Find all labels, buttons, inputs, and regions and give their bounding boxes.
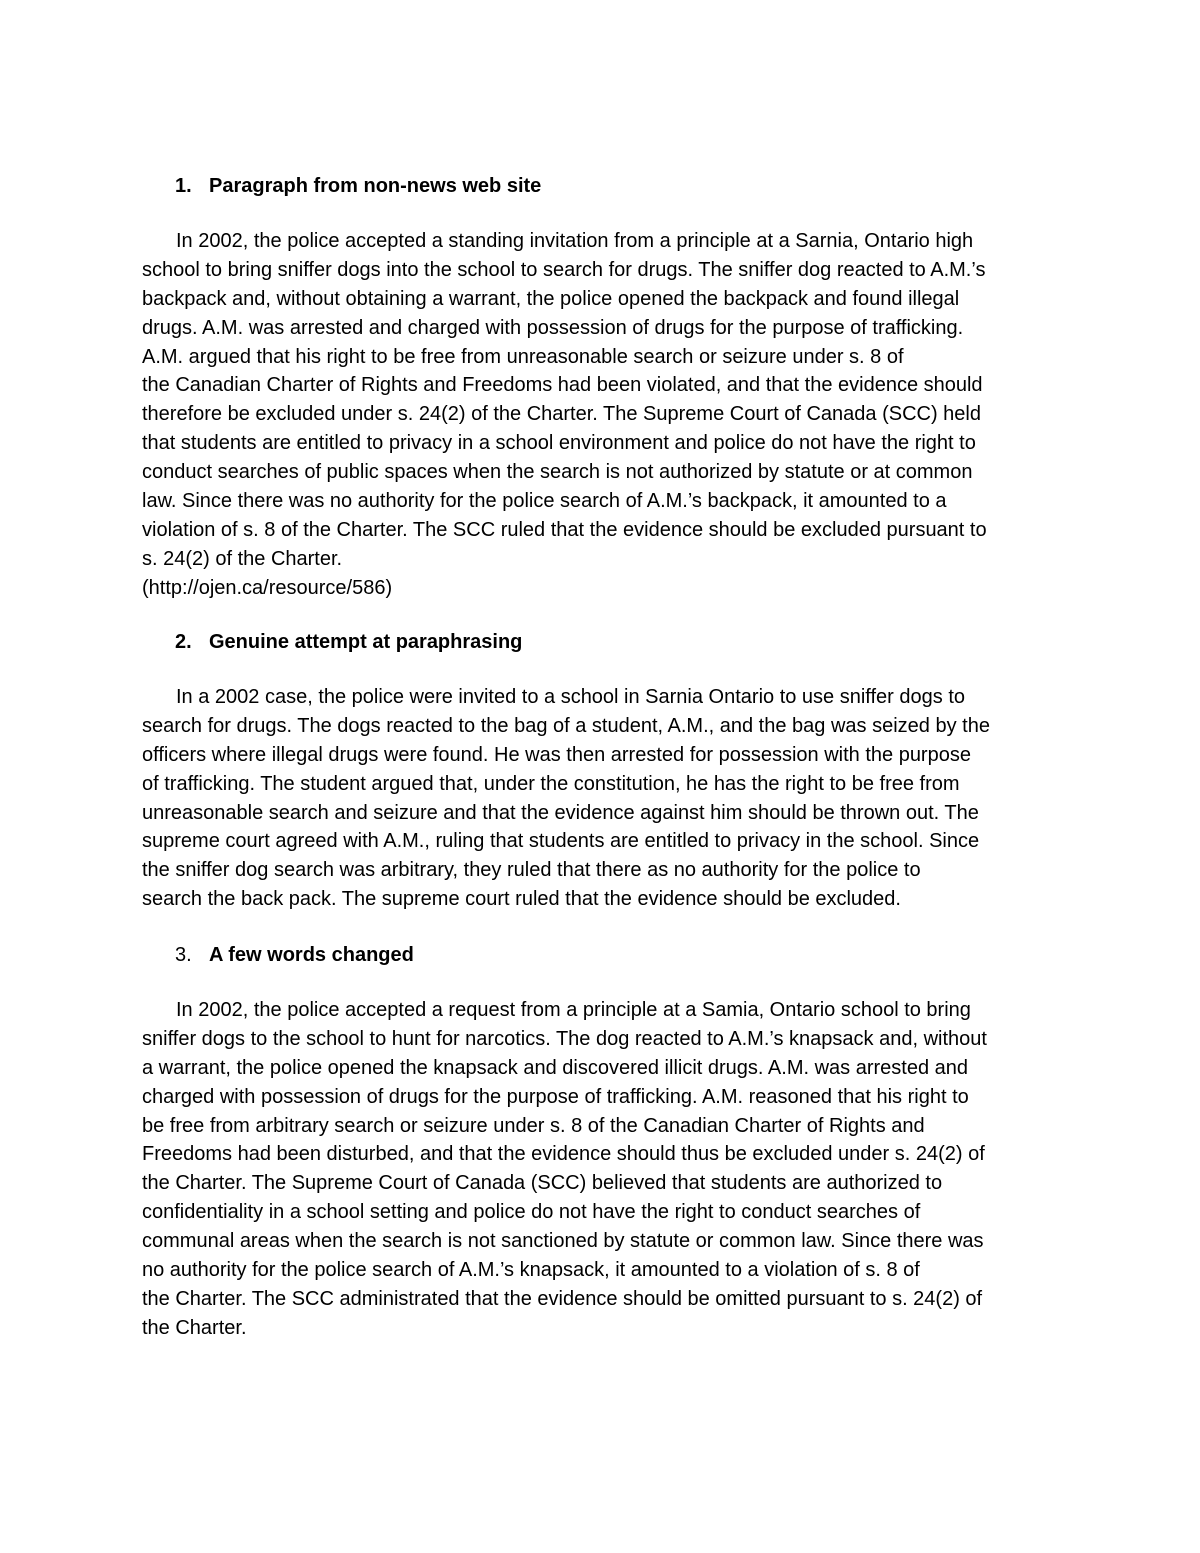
paragraph-line: no authority for the police search of A.M.’s knapsack, it amounted to a violation of s. 8 of (142, 1259, 920, 1282)
paragraph-line: sniffer dogs to the school to hunt for narcotics. The dog reacted to A.M.’s knapsack and, without (142, 1027, 987, 1050)
paragraph-line: supreme court agreed with A.M., ruling that students are entitled to privacy in the school. Since (142, 830, 980, 853)
source-link[interactable]: (http://ojen.ca/resource/586) (142, 576, 393, 599)
section-1-title: Paragraph from non-news web site (209, 175, 542, 197)
paragraph-line: conduct searches of public spaces when the search is not authorized by statute or at common (142, 461, 973, 484)
paragraph-line: the Charter. The Supreme Court of Canada (SCC) believed that students are authorized to (142, 1172, 943, 1195)
paragraph-line: search the back pack. The supreme court ruled that the evidence should be excluded. (142, 888, 901, 911)
section-2-number: 2. (175, 631, 192, 653)
paragraph-line: the sniffer dog search was arbitrary, they ruled that there as no authority for the police to (142, 859, 921, 882)
paragraph-line: backpack and, without obtaining a warrant, the police opened the backpack and found illegal (142, 287, 960, 310)
section-1-paragraph (142, 227, 1062, 603)
paragraph-line: violation of s. 8 of the Charter. The SCC ruled that the evidence should be excluded pursuant to (142, 518, 987, 541)
paragraph-line: therefore be excluded under s. 24(2) of the Charter. The Supreme Court of Canada (SCC) held (142, 403, 981, 426)
paragraph-line: drugs. A.M. was arrested and charged with possession of drugs for the purpose of trafficking. (142, 316, 964, 339)
paragraph-line: confidentiality in a school setting and police do not have the right to conduct searches of (142, 1201, 921, 1224)
section-2 (142, 628, 1062, 914)
paragraph-line: the Charter. (142, 1316, 247, 1339)
section-2-heading (142, 628, 1062, 657)
paragraph-line: law. Since there was no authority for the police search of A.M.’s backpack, it amounted to a (142, 490, 947, 513)
paragraph-line: s. 24(2) of the Charter. (142, 547, 343, 570)
paragraph-line: that students are entitled to privacy in a school environment and police do not have the right to (142, 432, 976, 455)
paragraph-line: be free from arbitrary search or seizure under s. 8 of the Canadian Charter of Rights and (142, 1114, 925, 1137)
paragraph-line: a warrant, the police opened the knapsack and discovered illicit drugs. A.M. was arrested and (142, 1056, 969, 1079)
section-1-heading (142, 172, 1062, 201)
paragraph-line: communal areas when the search is not sanctioned by statute or common law. Since there was (142, 1230, 984, 1253)
section-3-paragraph (142, 996, 1062, 1343)
paragraph-line: school to bring sniffer dogs into the school to search for drugs. The sniffer dog reacted to A.M.’s (142, 258, 986, 281)
paragraph-line: In 2002, the police accepted a request from a principle at a Samia, Ontario school to bring (176, 999, 971, 1021)
section-2-paragraph (142, 683, 1062, 914)
paragraph-line: In a 2002 case, the police were invited to a school in Sarnia Ontario to use sniffer dogs to (176, 686, 965, 708)
section-3-title: A few words changed (209, 944, 414, 966)
section-2-title: Genuine attempt at paraphrasing (209, 631, 523, 653)
section-3 (142, 941, 1062, 1343)
paragraph-line: Freedoms had been disturbed, and that the evidence should thus be excluded under s. 24(2) of (142, 1143, 985, 1166)
paragraph-line: A.M. argued that his right to be free from unreasonable search or seizure under s. 8 of (142, 345, 904, 368)
section-3-number: 3. (175, 944, 192, 966)
paragraph-line: charged with possession of drugs for the purpose of trafficking. A.M. reasoned that his right to (142, 1085, 969, 1108)
paragraph-line: of trafficking. The student argued that, under the constitution, he has the right to be free from (142, 772, 960, 795)
paragraph-line: In 2002, the police accepted a standing invitation from a principle at a Sarnia, Ontario high (176, 230, 974, 252)
section-3-heading (142, 941, 1062, 970)
paragraph-line: search for drugs. The dogs reacted to the bag of a student, A.M., and the bag was seized by the (142, 714, 990, 737)
section-1 (142, 172, 1062, 603)
paragraph-line: the Canadian Charter of Rights and Freedoms had been violated, and that the evidence should (142, 374, 983, 397)
section-1-number: 1. (175, 175, 192, 197)
paragraph-line: the Charter. The SCC administrated that the evidence should be omitted pursuant to s. 24(2) of (142, 1287, 983, 1310)
paragraph-line: unreasonable search and seizure and that the evidence against him should be thrown out. The (142, 801, 979, 824)
paragraph-line: officers where illegal drugs were found. He was then arrested for possession with the purpose (142, 743, 971, 766)
